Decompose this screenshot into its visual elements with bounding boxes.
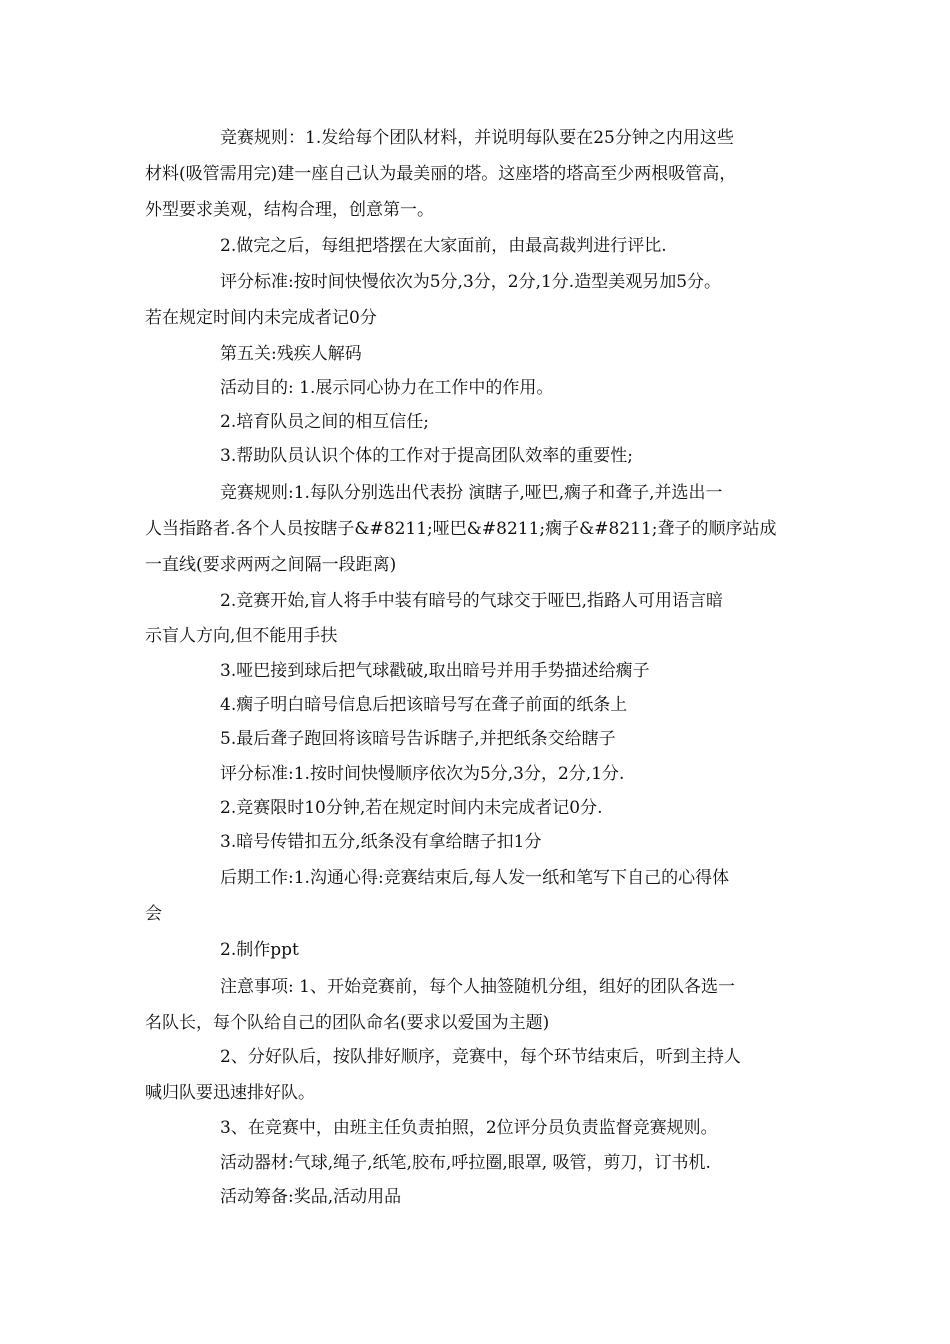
text-line: 3.哑巴接到球后把气球戳破,取出暗号并用手势描述给瘸子 bbox=[220, 661, 650, 681]
text-line: 若在规定时间内未完成者记0分 bbox=[145, 308, 377, 328]
text-line: 5.最后聋子跑回将该暗号告诉瞎子,并把纸条交给瞎子 bbox=[220, 729, 616, 749]
text-line: 活动器材:气球,绳子,纸笔,胶布,呼拉圈,眼罩, 吸管，剪刀，订书机. bbox=[220, 1153, 711, 1173]
text-line: 评分标准:按时间快慢依次为5分,3分，2分,1分.造型美观另加5分。 bbox=[220, 272, 722, 292]
text-line: 会 bbox=[145, 904, 162, 924]
text-line: 评分标准:1.按时间快慢顺序依次为5分,3分，2分,1分. bbox=[220, 764, 625, 784]
text-line: 竞赛规则:1.每队分别选出代表扮 演瞎子,哑巴,瘸子和聋子,并选出一 bbox=[220, 483, 723, 503]
text-line: 2.做完之后，每组把塔摆在大家面前，由最高裁判进行评比. bbox=[220, 236, 667, 256]
section-heading: 第五关:残疾人解码 bbox=[220, 344, 362, 364]
text-line: 3.暗号传错扣五分,纸条没有拿给瞎子扣1分 bbox=[220, 832, 542, 852]
text-line: 后期工作:1.沟通心得:竞赛结束后,每人发一纸和笔写下自己的心得体 bbox=[220, 868, 730, 888]
text-line: 外型要求美观，结构合理，创意第一。 bbox=[145, 200, 434, 220]
text-line: 一直线(要求两两之间隔一段距离) bbox=[145, 555, 397, 575]
text-line: 2.培育队员之间的相互信任; bbox=[220, 412, 429, 432]
text-line: 喊归队要迅速排好队。 bbox=[145, 1083, 315, 1103]
text-line: 3.帮助队员认识个体的工作对于提高团队效率的重要性; bbox=[220, 446, 633, 466]
text-line: 示盲人方向,但不能用手扶 bbox=[145, 626, 338, 646]
text-line: 2.竞赛限时10分钟,若在规定时间内未完成者记0分. bbox=[220, 798, 603, 818]
text-line: 竞赛规则：1.发给每个团队材料，并说明每队要在25分钟之内用这些 bbox=[220, 128, 734, 148]
text-line: 3、在竞赛中，由班主任负责拍照，2位评分员负责监督竞赛规则。 bbox=[220, 1118, 718, 1138]
text-line: 注意事项: 1、开始竞赛前，每个人抽签随机分组，组好的团队各选一 bbox=[220, 977, 735, 997]
text-line: 2.制作ppt bbox=[220, 940, 299, 960]
text-line: 材料(吸管需用完)建一座自己认为最美丽的塔。这座塔的塔高至少两根吸管高， bbox=[145, 164, 737, 184]
text-line: 活动筹备:奖品,活动用品 bbox=[220, 1187, 402, 1207]
text-line: 4.瘸子明白暗号信息后把该暗号写在聋子前面的纸条上 bbox=[220, 695, 628, 715]
text-line: 2、分好队后，按队排好顺序，竞赛中，每个环节结束后，听到主持人 bbox=[220, 1047, 741, 1067]
text-line: 活动目的: 1.展示同心协力在工作中的作用。 bbox=[220, 378, 554, 398]
text-line: 人当指路者.各个人员按瞎子&#8211;哑巴&#8211;瘸子&#8211;聋子的顺序站成 bbox=[145, 519, 777, 539]
text-line: 名队长，每个队给自己的团队命名(要求以爱国为主题) bbox=[145, 1013, 550, 1033]
text-line: 2.竞赛开始,盲人将手中装有暗号的气球交于哑巴,指路人可用语言暗 bbox=[220, 591, 724, 611]
